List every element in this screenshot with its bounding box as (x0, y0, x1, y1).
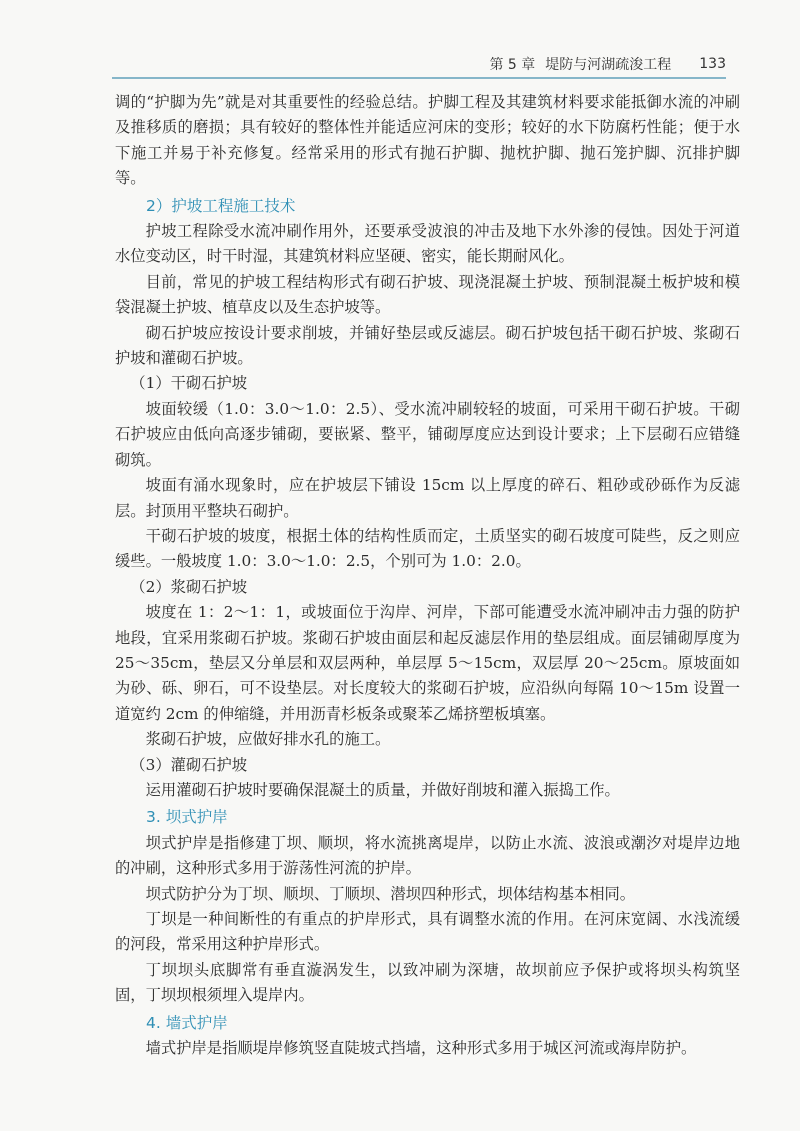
paragraph: 墙式护岸是指顺堤岸修筑竖直陡坡式挡墙，这种形式多用于城区河流或海岸防护。 (145, 1039, 697, 1058)
paragraph: 护坡工程除受水流冲刷作用外，还要承受波浪的冲击及地下水外渗的侵蚀。因处于河道水位变动区，时干时湿，其建筑材料应坚硬、密实，能长期耐风化。 (115, 222, 740, 266)
page-body (115, 90, 740, 1061)
paragraph: 运用灌砌石护坡时要确保混凝土的质量，并做好削坡和灌入振捣工作。 (145, 780, 620, 799)
paragraph: 坡度在 1：2～1：1，或坡面位于沟岸、河岸，下部可能遭受水流冲刷冲击力强的防护地段，宜采用浆砌石护坡。浆砌石护坡由面层和起反滤层作用的垫层组成。面层铺砌厚度为 25～35cm，垫层又分单层和双层两种，单层厚 5～15cm，双层厚 20～25cm。原坡面如为砂、砾、卵石，可不设垫层。对长度较大的浆砌石护坡，应沿纵向每隔 10～15m 设置一道宽约 2cm 的伸缩缝，并用沥青杉板条或聚苯乙烯挤塑板填塞。 (115, 603, 740, 723)
paragraph: 坝式防护分为丁坝、顺坝、丁顺坝、潜坝四种形式，坝体结构基本相同。 (145, 884, 636, 903)
paragraph: 坝式护岸是指修建丁坝、顺坝，将水流挑离堤岸，以防止水流、波浪或潮汐对堤岸边地的冲刷，这种形式多用于游荡性河流的护岸。 (115, 833, 740, 878)
subsection-heading: （3）灌砌石护坡 (130, 755, 248, 774)
paragraph: 丁坝坝头底脚常有垂直漩涡发生，以致冲刷为深塘，故坝前应予保护或将坝头构筑坚固，丁坝坝根须埋入堤岸内。 (115, 960, 740, 1005)
subsection-heading: （2）浆砌石护坡 (130, 577, 248, 596)
page-number: 133 (699, 56, 726, 72)
section-heading: 2）护坡工程施工技术 (146, 196, 296, 215)
section-heading: 3. 坝式护岸 (146, 808, 228, 827)
paragraph: 坡面较缓（1.0：3.0～1.0：2.5）、受水流冲刷较轻的坡面，可采用干砌石护坡。干砌石护坡应由低向高逐步铺砌，要嵌紧、整平，铺砌厚度应达到设计要求；上下层砌石应错缝砌筑。 (115, 399, 740, 469)
subsection-heading: （1）干砌石护坡 (130, 374, 248, 393)
paragraph: 丁坝是一种间断性的有重点的护岸形式，具有调整水流的作用。在河床宽阔、水浅流缓的河段，常采用这种护岸形式。 (115, 910, 740, 954)
running-header (112, 52, 726, 76)
paragraph: 干砌石护坡的坡度，根据土体的结构性质而定，土质坚实的砌石坡度可陡些，反之则应缓些。一般坡度 1.0：3.0～1.0：2.5，个别可为 1.0：2.0。 (115, 526, 740, 571)
paragraph: 砌石护坡应按设计要求削坡，并铺好垫层或反滤层。砌石护坡包括干砌石护坡、浆砌石护坡和灌砌石护坡。 (115, 323, 740, 368)
paragraph: 目前，常见的护坡工程结构形式有砌石护坡、现浇混凝土护坡、预制混凝土板护坡和模袋混凝土护坡、植草皮以及生态护坡等。 (115, 272, 740, 317)
paragraph: 调的“护脚为先”就是对其重要性的经验总结。护脚工程及其建筑材料要求能抵御水流的冲刷及推移质的磨损；具有较好的整体性并能适应河床的变形；较好的水下防腐朽性能；便于水下施工并易于补充修复。经常采用的形式有抛石护脚、抛枕护脚、抛石笼护脚、沉排护脚等。 (115, 93, 740, 188)
section-heading: 4. 墙式护岸 (146, 1013, 228, 1032)
chapter-number: 第 5 章 (489, 57, 536, 73)
chapter-title: 堤防与河湖疏浚工程 (545, 57, 672, 73)
paragraph: 浆砌石护坡，应做好排水孔的施工。 (145, 730, 391, 749)
header-rule (112, 77, 726, 79)
paragraph: 坡面有涌水现象时，应在护坡层下铺设 15cm 以上厚度的碎石、粗砂或砂砾作为反滤层。封顶用平整块石砌护。 (115, 476, 740, 520)
